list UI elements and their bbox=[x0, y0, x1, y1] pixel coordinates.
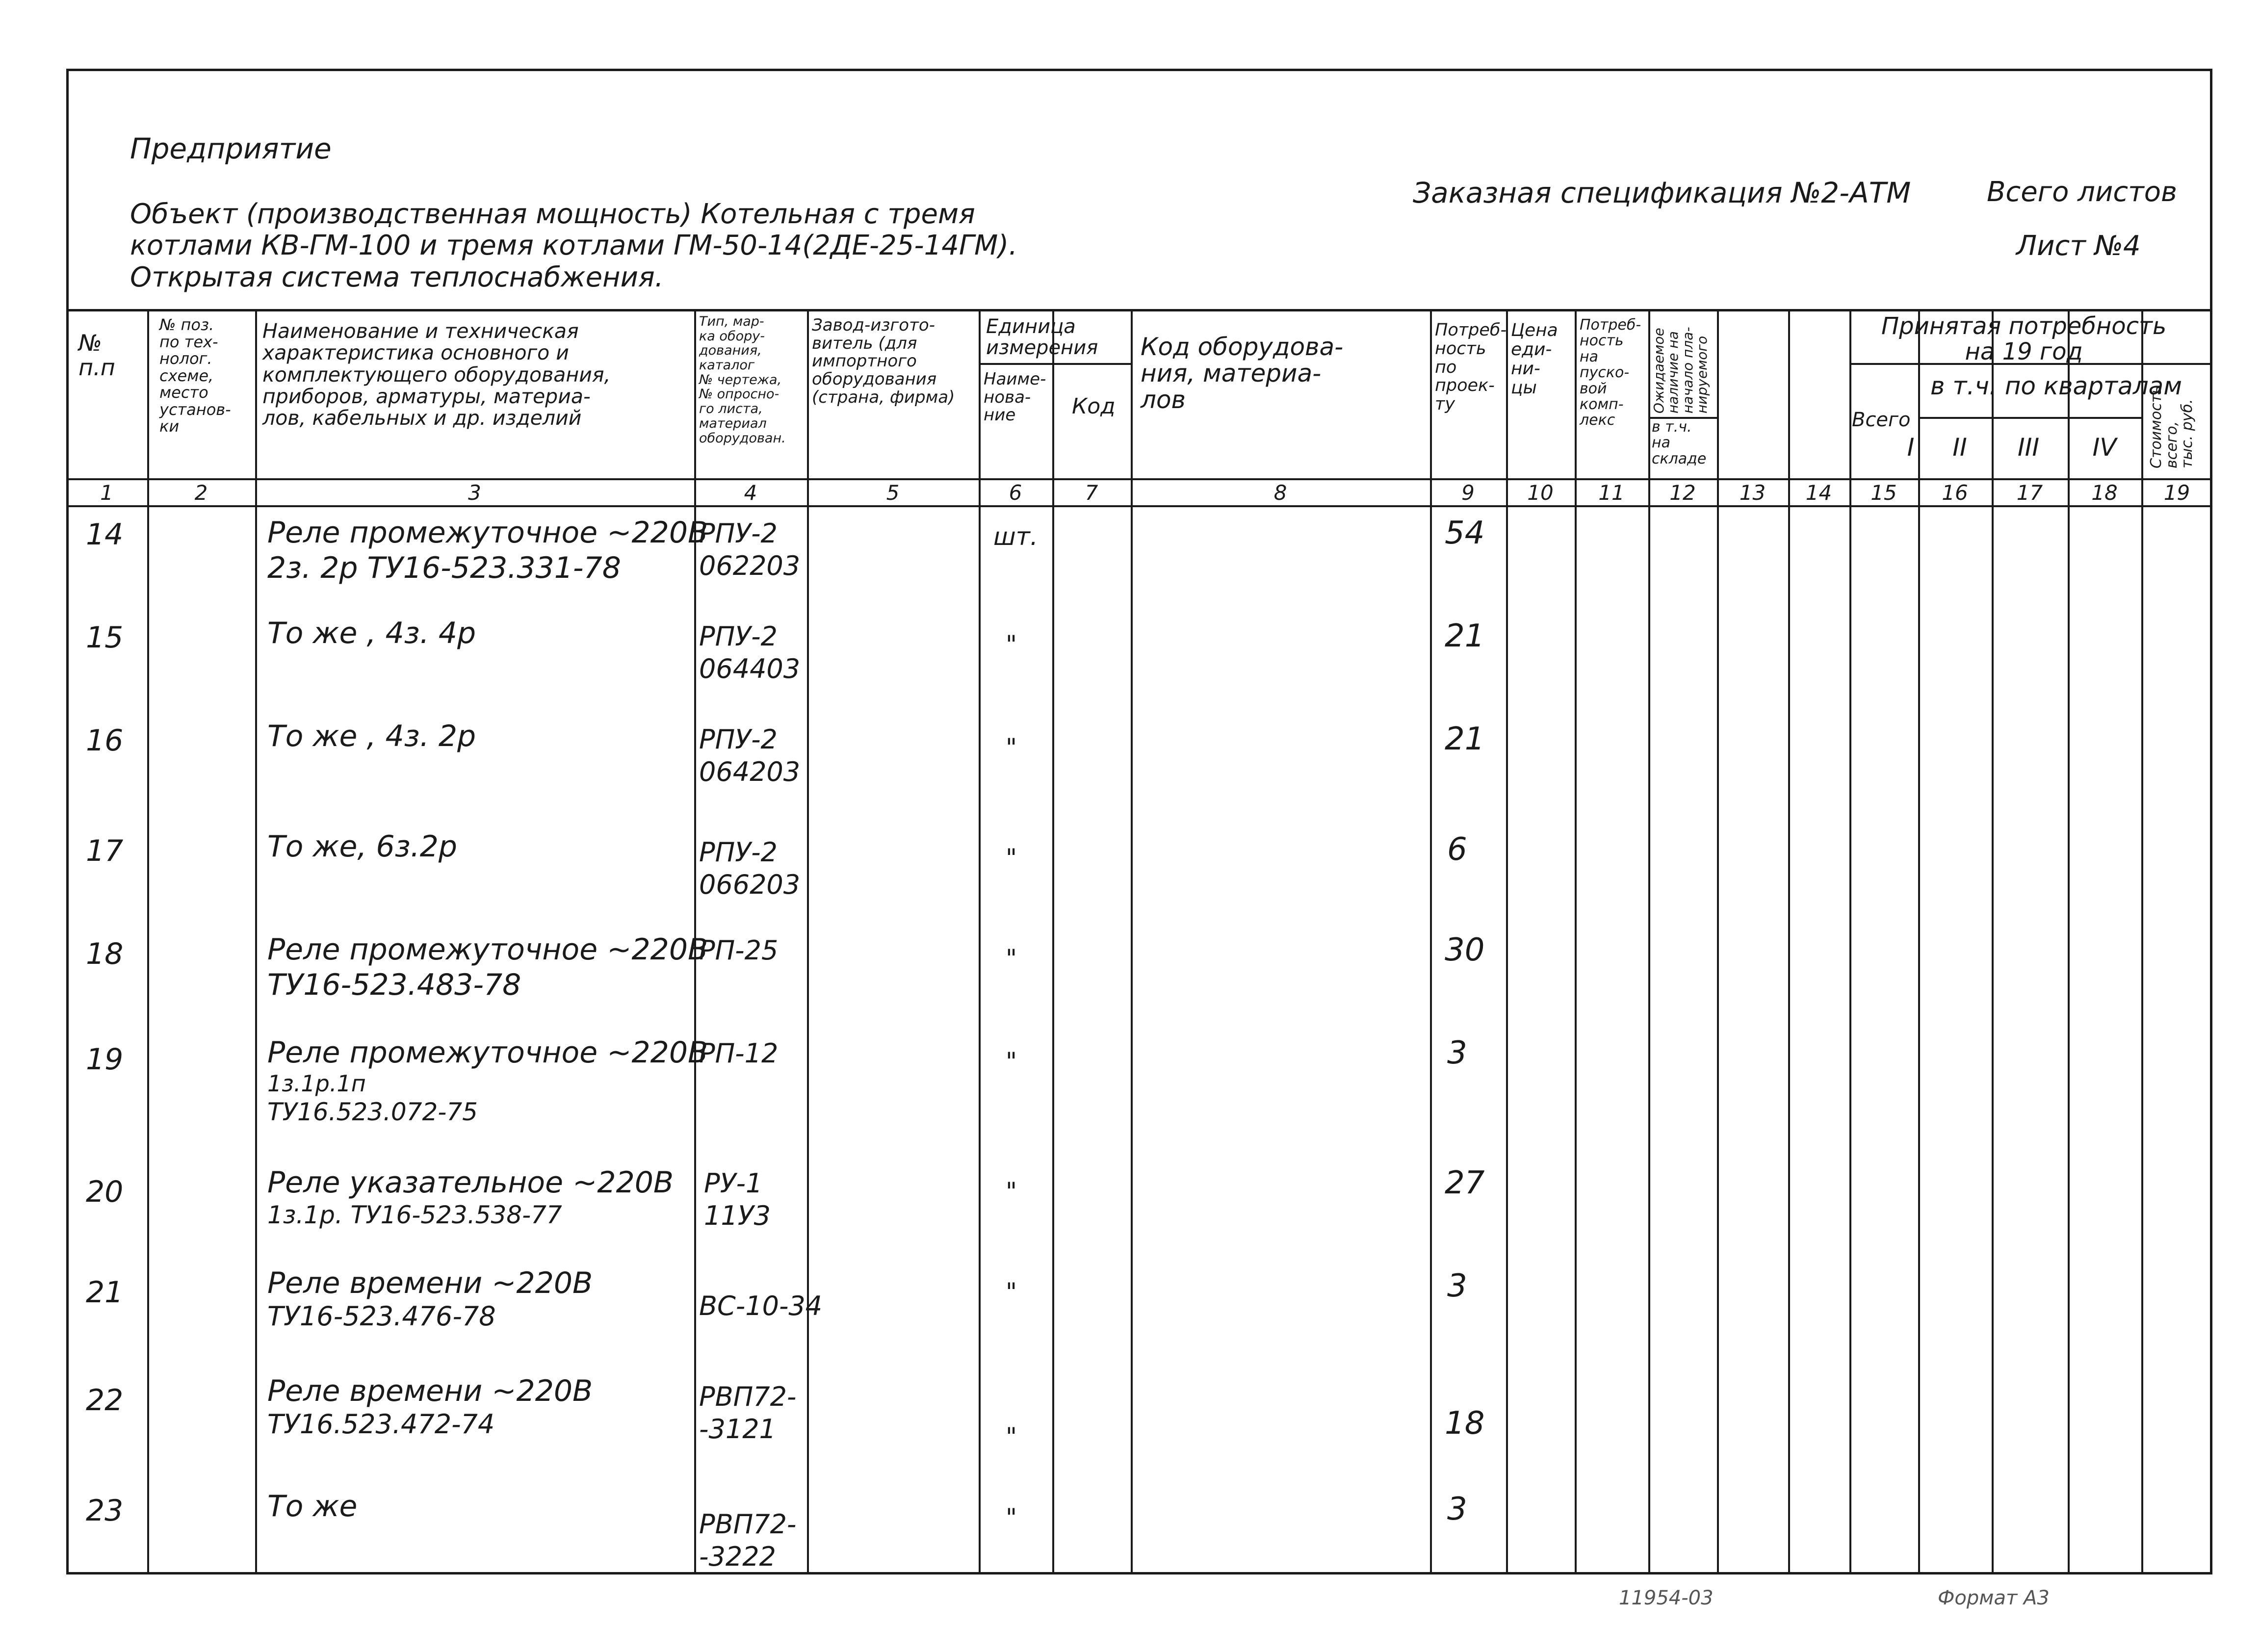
item-name: Реле указательное ~220В 1з.1р. ТУ16-523.538-77 bbox=[267, 1165, 674, 1229]
col-number: 8 bbox=[1273, 481, 1287, 505]
quantity: 27 bbox=[1445, 1165, 1485, 1201]
col12-header-vertical: Ожидаемое наличие на начало пла- нируемого bbox=[1651, 327, 1711, 413]
col-number: 15 bbox=[1870, 481, 1897, 505]
row-number: 22 bbox=[86, 1383, 124, 1418]
object-description bbox=[130, 199, 1017, 293]
row-number: 17 bbox=[86, 834, 124, 868]
row-number: 14 bbox=[86, 517, 124, 552]
header-rule bbox=[979, 363, 1131, 365]
header-rule bbox=[1918, 417, 2141, 419]
accepted-need-header: Принятая потребность на 19 год bbox=[1881, 312, 2167, 365]
item-name: То же, 6з.2р bbox=[267, 829, 457, 864]
item-type: РВП72- -3121 bbox=[699, 1381, 797, 1445]
quantity: 21 bbox=[1445, 721, 1485, 757]
item-name: Реле промежуточное ~220В 2з. 2р ТУ16-523.331-78 bbox=[267, 516, 708, 585]
unit-name: " bbox=[1006, 630, 1017, 659]
quarter-4: IV bbox=[2092, 433, 2117, 462]
item-name: Реле времени ~220В ТУ16.523.472-74 bbox=[267, 1374, 593, 1440]
col10-header: Цена еди- ни- цы bbox=[1511, 320, 1558, 398]
quantity: 18 bbox=[1445, 1405, 1485, 1442]
unit-name: " bbox=[1006, 1177, 1017, 1206]
unit-name: " bbox=[1006, 1503, 1017, 1532]
item-name: То же bbox=[267, 1489, 358, 1523]
header-rule bbox=[66, 478, 2212, 480]
spec-title: Заказная спецификация №2-АТМ bbox=[1413, 176, 1911, 209]
col5-header: Завод-изгото- витель (для импортного оборудования (страна, фирма) bbox=[812, 315, 955, 407]
quantity: 3 bbox=[1447, 1268, 1467, 1304]
col-number: 4 bbox=[744, 481, 757, 505]
col12-header: в т.ч. на складе bbox=[1652, 418, 1707, 467]
col19-header: Стоимость всего, тыс. руб. bbox=[2148, 386, 2196, 468]
col14-header: Всего bbox=[1852, 409, 1911, 431]
col8-header: Код оборудова- ния, материа- лов bbox=[1141, 333, 1344, 414]
item-name: То же , 4з. 4р bbox=[267, 616, 476, 650]
col-number: 5 bbox=[886, 481, 900, 505]
unit-name: шт. bbox=[993, 522, 1038, 551]
col-number: 13 bbox=[1739, 481, 1766, 505]
sheet-number: Лист №4 bbox=[2016, 230, 2141, 262]
col-number: 2 bbox=[194, 481, 208, 505]
col-number: 1 bbox=[100, 481, 113, 505]
col-number: 12 bbox=[1669, 481, 1696, 505]
item-type: РВП72- -3222 bbox=[699, 1509, 797, 1572]
col-number: 16 bbox=[1942, 481, 1968, 505]
item-type: РУ-1 11У3 bbox=[704, 1168, 771, 1231]
spec-table bbox=[66, 309, 2212, 1575]
col2-header: № поз. по тех- нолог. схеме, место установ- ки bbox=[159, 315, 231, 436]
quarter-1: I bbox=[1907, 433, 1915, 462]
row-number: 23 bbox=[86, 1494, 124, 1528]
item-name: Реле времени ~220В ТУ16-523.476-78 bbox=[267, 1266, 593, 1332]
col-number: 19 bbox=[2163, 481, 2190, 505]
col-number: 14 bbox=[1805, 481, 1832, 505]
row-number: 20 bbox=[86, 1175, 124, 1209]
col-number: 7 bbox=[1085, 481, 1098, 505]
col3-header: Наименование и техническая характеристика основного и комплектующего оборудования, приборов, арматуры, материа- лов, кабельных и др. изделий bbox=[262, 319, 611, 430]
col-number: 10 bbox=[1527, 481, 1554, 505]
row-number: 19 bbox=[86, 1042, 124, 1077]
item-type: РПУ-2 062203 bbox=[699, 518, 801, 581]
item-type: РПУ-2 064403 bbox=[699, 621, 801, 684]
row-number: 18 bbox=[86, 937, 124, 971]
col1-header: № п.п bbox=[78, 330, 115, 381]
item-name: Реле промежуточное ~220В ТУ16-523.483-78 bbox=[267, 932, 708, 1002]
col-number: 9 bbox=[1461, 481, 1475, 505]
col7-header: Код bbox=[1072, 394, 1116, 419]
col6-header: Наиме- нова- ние bbox=[984, 369, 1046, 425]
col-number: 11 bbox=[1598, 481, 1625, 505]
unit-name: " bbox=[1006, 944, 1017, 973]
item-type: РПУ-2 064203 bbox=[699, 724, 801, 787]
item-type: РПУ-2 066203 bbox=[699, 837, 801, 900]
object-line: Объект (производственная мощность) Котельная с тремя bbox=[130, 198, 975, 230]
col-number: 6 bbox=[1009, 481, 1022, 505]
unit-group-header: Единица измерения bbox=[986, 315, 1098, 360]
header-rule bbox=[66, 505, 2212, 507]
item-type: ВС-10-34 bbox=[699, 1291, 823, 1321]
quantity: 30 bbox=[1445, 932, 1485, 968]
object-line: котлами КВ-ГМ-100 и тремя котлами ГМ-50-14(2ДЕ-25-14ГМ). bbox=[130, 230, 1018, 262]
col-number: 3 bbox=[468, 481, 481, 505]
col-number: 18 bbox=[2091, 481, 2118, 505]
row-number: 15 bbox=[86, 620, 124, 655]
col11-header: Потреб- ность на пуско- вой комп- лекс bbox=[1580, 316, 1641, 429]
item-name: То же , 4з. 2р bbox=[267, 719, 476, 753]
unit-name: " bbox=[1006, 733, 1017, 762]
drawing-code: 11954-03 bbox=[1619, 1587, 1714, 1609]
object-line: Открытая система теплоснабжения. bbox=[130, 261, 664, 293]
quantity: 3 bbox=[1447, 1491, 1467, 1527]
item-type: РП-12 bbox=[699, 1038, 779, 1069]
quarter-3: III bbox=[2017, 433, 2040, 462]
item-type: РП-25 bbox=[699, 935, 779, 966]
quantity: 54 bbox=[1445, 515, 1485, 551]
unit-name: " bbox=[1006, 1278, 1017, 1306]
enterprise-label: Предприятие bbox=[130, 132, 332, 165]
unit-name: " bbox=[1006, 1422, 1017, 1451]
total-sheets-label: Всего листов bbox=[1987, 176, 2178, 208]
unit-name: " bbox=[1006, 844, 1017, 872]
row-number: 16 bbox=[86, 723, 124, 758]
quarters-header: в т.ч. по кварталам bbox=[1930, 372, 2182, 400]
sheet-format: Формат А3 bbox=[1938, 1587, 2050, 1609]
unit-name: " bbox=[1006, 1047, 1017, 1076]
col-number: 17 bbox=[2016, 481, 2043, 505]
item-name: Реле промежуточное ~220В 1з.1р.1п ТУ16.523.072-75 bbox=[267, 1035, 708, 1127]
col4-header: Тип, мар- ка обору- дования, каталог № чертежа, № опросно- го листа, материал оборудован. bbox=[699, 314, 786, 446]
row-number: 21 bbox=[86, 1275, 124, 1310]
quantity: 21 bbox=[1445, 618, 1485, 654]
quantity: 6 bbox=[1447, 831, 1467, 868]
quarter-2: II bbox=[1952, 433, 1967, 462]
col9-header: Потреб- ность по проек- ту bbox=[1435, 320, 1507, 414]
quantity: 3 bbox=[1447, 1035, 1467, 1071]
